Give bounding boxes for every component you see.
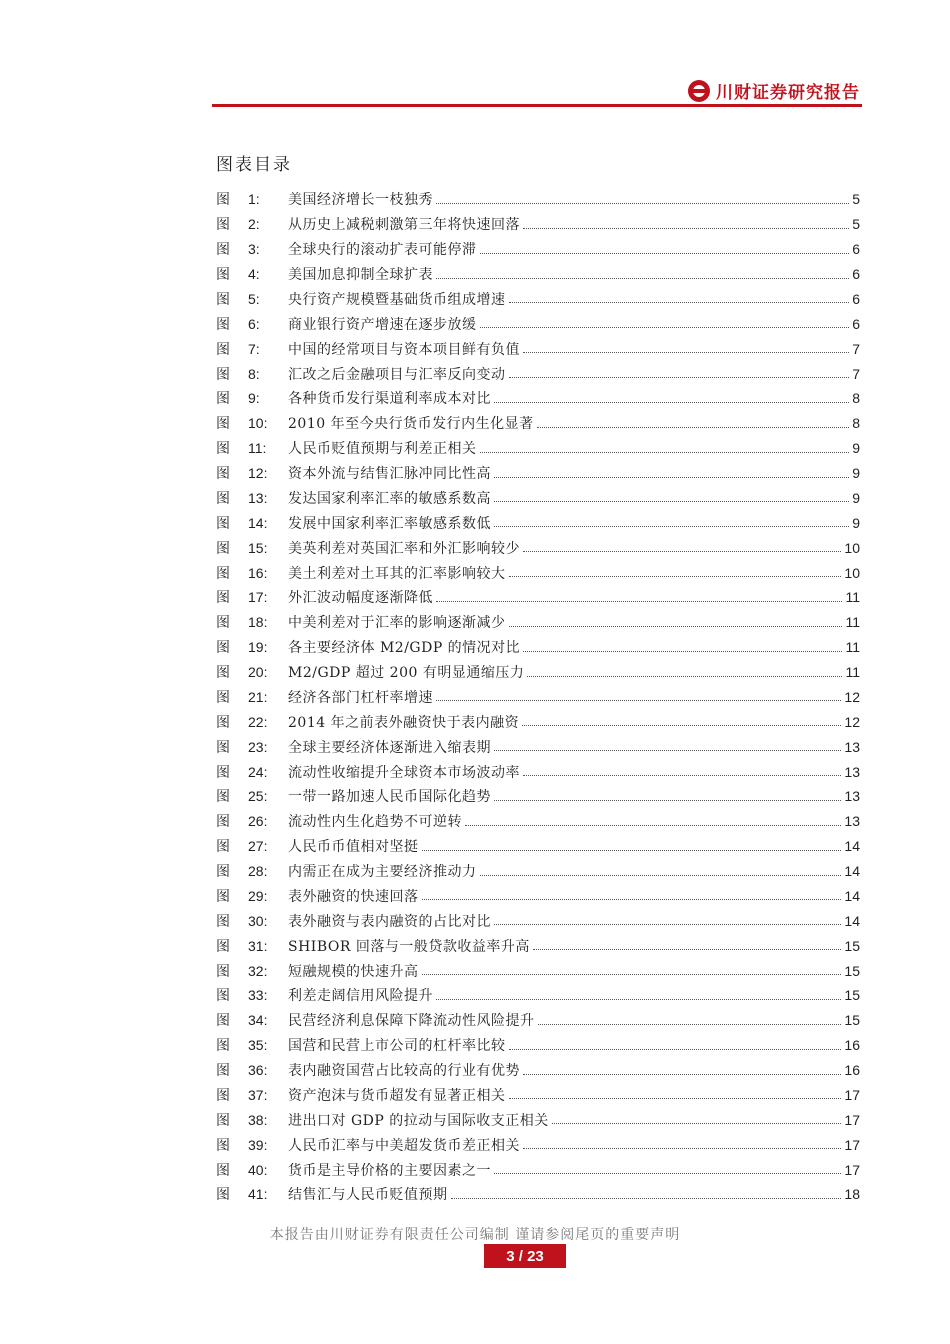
toc-entry-page: 5 xyxy=(852,191,860,208)
toc-entry[interactable] xyxy=(216,1107,860,1132)
toc-entry-label: 图 xyxy=(216,1112,230,1129)
toc-entry-caption: 外汇波动幅度逐渐降低 xyxy=(288,590,433,607)
toc-entry-caption: 发展中国家利率汇率敏感系数低 xyxy=(288,515,491,532)
toc-leader-dots xyxy=(537,427,850,428)
toc-leader-dots xyxy=(494,800,841,801)
toc-entry-page: 7 xyxy=(852,365,860,382)
toc-entry-number: 30: xyxy=(248,912,268,929)
toc-entry-page: 15 xyxy=(844,937,860,954)
toc-entry-caption: M2/GDP 超过 200 有明显通缩压力 xyxy=(288,665,525,682)
toc-entry-number: 15: xyxy=(248,539,268,556)
toc-leader-dots xyxy=(509,626,843,627)
toc-leader-dots xyxy=(523,1074,841,1075)
toc-leader-dots xyxy=(523,352,849,353)
toc-entry-page: 5 xyxy=(852,216,860,233)
toc-entry-page: 9 xyxy=(852,489,860,506)
toc-entry-label: 图 xyxy=(216,515,230,532)
toc-entry-label: 图 xyxy=(216,1063,230,1080)
toc-entry-page: 13 xyxy=(844,788,860,805)
toc-entry-label: 图 xyxy=(216,341,230,358)
toc-entry-number: 33: xyxy=(248,987,268,1004)
toc-entry-caption: 人民币贬值预期与利差正相关 xyxy=(288,441,477,458)
toc-entry-number: 19: xyxy=(248,639,268,656)
toc-leader-dots xyxy=(494,402,849,403)
toc-entry-number: 26: xyxy=(248,813,268,830)
toc-leader-dots xyxy=(522,725,841,726)
toc-entry-label: 图 xyxy=(216,466,230,483)
toc-leader-dots xyxy=(494,501,849,502)
toc-entry[interactable] xyxy=(216,510,860,535)
toc-entry-label: 图 xyxy=(216,689,230,706)
toc-entry[interactable] xyxy=(216,709,860,734)
toc-entry-page: 18 xyxy=(844,1186,860,1203)
toc-entry[interactable] xyxy=(216,983,860,1008)
toc-leader-dots xyxy=(436,700,841,701)
toc-entry-number: 28: xyxy=(248,863,268,880)
brand-name: 川财证券研究报告 xyxy=(716,83,860,103)
toc-leader-dots xyxy=(552,1123,842,1124)
toc-entry-caption: 资本外流与结售汇脉冲同比性高 xyxy=(288,466,491,483)
toc-entry-caption: 流动性内生化趋势不可逆转 xyxy=(288,814,462,831)
toc-entry-caption: 表外融资与表内融资的占比对比 xyxy=(288,913,491,930)
toc-entry-number: 41: xyxy=(248,1186,268,1203)
toc-entry[interactable] xyxy=(216,635,860,660)
toc-entry-number: 36: xyxy=(248,1062,268,1079)
toc-entry-number: 29: xyxy=(248,887,268,904)
toc-entry-number: 23: xyxy=(248,738,268,755)
toc-leader-dots xyxy=(480,452,850,453)
toc-entry-caption: 一带一路加速人民币国际化趋势 xyxy=(288,789,491,806)
toc-entry-caption: 美国经济增长一枝独秀 xyxy=(288,192,433,209)
brand xyxy=(688,78,860,103)
toc-entry-page: 8 xyxy=(852,415,860,432)
toc-entry-caption: 进出口对 GDP 的拉动与国际收支正相关 xyxy=(288,1112,549,1129)
toc-entry[interactable] xyxy=(216,336,860,361)
toc-entry-caption: 短融规模的快速升高 xyxy=(288,963,419,980)
toc-entry-number: 9: xyxy=(248,390,260,407)
toc-leader-dots xyxy=(422,974,842,975)
toc-leader-dots xyxy=(523,651,842,652)
toc-entry-label: 图 xyxy=(216,192,230,209)
toc-entry-page: 14 xyxy=(844,863,860,880)
toc-leader-dots xyxy=(509,1098,842,1099)
toc-entry-page: 16 xyxy=(844,1037,860,1054)
toc-leader-dots xyxy=(527,676,842,677)
toc-entry-caption: SHIBOR 回落与一般贷款收益率升高 xyxy=(288,938,530,955)
toc-entry-number: 6: xyxy=(248,315,260,332)
toc-entry[interactable] xyxy=(216,685,860,710)
toc-leader-dots xyxy=(509,576,842,577)
toc-entry-caption: 表外融资的快速回落 xyxy=(288,888,419,905)
toc-entry-number: 16: xyxy=(248,564,268,581)
toc-leader-dots xyxy=(494,750,841,751)
toc-entry-number: 37: xyxy=(248,1086,268,1103)
toc-entry-number: 20: xyxy=(248,664,268,681)
toc-entry-page: 11 xyxy=(845,664,860,681)
toc-entry-caption: 国营和民营上市公司的杠杆率比较 xyxy=(288,1038,506,1055)
toc-entry-page: 11 xyxy=(845,614,860,631)
toc-entry-number: 21: xyxy=(248,688,268,705)
toc-entry-caption: 人民币汇率与中美超发货币差正相关 xyxy=(288,1137,520,1154)
toc-entry[interactable] xyxy=(216,386,860,411)
toc-entry[interactable] xyxy=(216,759,860,784)
toc-entry[interactable] xyxy=(216,1008,860,1033)
toc-entry[interactable] xyxy=(216,884,860,909)
toc-entry-page: 15 xyxy=(844,987,860,1004)
toc-entry-caption: 发达国家利率汇率的敏感系数高 xyxy=(288,490,491,507)
toc-entry-caption: 民营经济利息保障下降流动性风险提升 xyxy=(288,1013,535,1030)
toc-entry-number: 32: xyxy=(248,962,268,979)
toc-title: 图表目录 xyxy=(216,155,292,175)
toc-entry-page: 6 xyxy=(852,315,860,332)
toc-entry-number: 7: xyxy=(248,340,260,357)
toc-leader-dots xyxy=(494,477,849,478)
toc-entry[interactable] xyxy=(216,1083,860,1108)
toc-entry[interactable] xyxy=(216,436,860,461)
toc-entry-label: 图 xyxy=(216,565,230,582)
toc-entry-label: 图 xyxy=(216,615,230,632)
toc-entry-number: 18: xyxy=(248,614,268,631)
toc-leader-dots xyxy=(465,825,841,826)
toc-entry-page: 11 xyxy=(845,589,860,606)
toc-entry-label: 图 xyxy=(216,242,230,259)
toc-entry-caption: 美土利差对土耳其的汇率影响较大 xyxy=(288,565,506,582)
toc-entry[interactable] xyxy=(216,958,860,983)
toc-entry-label: 图 xyxy=(216,714,230,731)
toc-entry-label: 图 xyxy=(216,291,230,308)
toc-entry-page: 9 xyxy=(852,440,860,457)
chuancai-logo-icon xyxy=(688,80,710,102)
toc-entry-label: 图 xyxy=(216,217,230,234)
toc-leader-dots xyxy=(538,1024,842,1025)
toc-entry-number: 5: xyxy=(248,290,260,307)
toc-entry-label: 图 xyxy=(216,739,230,756)
toc-entry-number: 2: xyxy=(248,216,260,233)
toc-entry-caption: 中国的经常项目与资本项目鲜有负值 xyxy=(288,341,520,358)
toc-entry-number: 4: xyxy=(248,266,260,283)
toc-entry[interactable] xyxy=(216,660,860,685)
toc-entry-label: 图 xyxy=(216,963,230,980)
toc-entry-caption: 人民币币值相对坚挺 xyxy=(288,839,419,856)
toc-entry-number: 25: xyxy=(248,788,268,805)
toc-leader-dots xyxy=(436,203,849,204)
toc-entry[interactable] xyxy=(216,1058,860,1083)
toc-entry-caption: 全球央行的滚动扩表可能停滞 xyxy=(288,242,477,259)
toc-leader-dots xyxy=(480,875,842,876)
toc-entry-caption: 结售汇与人民币贬值预期 xyxy=(288,1187,448,1204)
toc-entry[interactable] xyxy=(216,585,860,610)
toc-entry-label: 图 xyxy=(216,888,230,905)
toc-entry-page: 17 xyxy=(844,1136,860,1153)
toc-leader-dots xyxy=(509,377,850,378)
toc-entry-number: 39: xyxy=(248,1136,268,1153)
toc-entry[interactable] xyxy=(216,908,860,933)
toc-entry-caption: 中美利差对于汇率的影响逐渐减少 xyxy=(288,615,506,632)
toc-entry-label: 图 xyxy=(216,416,230,433)
toc-leader-dots xyxy=(436,601,842,602)
toc-entry[interactable] xyxy=(216,809,860,834)
toc-entry-page: 13 xyxy=(844,738,860,755)
toc-entry-label: 图 xyxy=(216,540,230,557)
toc-entry-caption: 商业银行资产增速在逐步放缓 xyxy=(288,316,477,333)
toc-entry-page: 13 xyxy=(844,763,860,780)
figure-toc-list xyxy=(216,187,860,1207)
toc-leader-dots xyxy=(494,526,849,527)
toc-entry[interactable] xyxy=(216,461,860,486)
toc-leader-dots xyxy=(422,899,842,900)
toc-entry-label: 图 xyxy=(216,1187,230,1204)
toc-entry-label: 图 xyxy=(216,1087,230,1104)
toc-entry-page: 9 xyxy=(852,514,860,531)
toc-entry-page: 9 xyxy=(852,465,860,482)
toc-entry-caption: 2010 年至今央行货币发行内生化显著 xyxy=(288,416,534,433)
toc-entry[interactable] xyxy=(216,933,860,958)
toc-entry[interactable] xyxy=(216,1182,860,1207)
toc-entry-page: 14 xyxy=(844,887,860,904)
toc-entry[interactable] xyxy=(216,237,860,262)
toc-entry-caption: 美英利差对英国汇率和外汇影响较少 xyxy=(288,540,520,557)
toc-entry-page: 12 xyxy=(844,713,860,730)
toc-entry-caption: 各种货币发行渠道利率成本对比 xyxy=(288,391,491,408)
toc-entry-label: 图 xyxy=(216,1013,230,1030)
toc-entry-label: 图 xyxy=(216,640,230,657)
toc-leader-dots xyxy=(533,949,842,950)
toc-leader-dots xyxy=(480,253,850,254)
toc-entry-label: 图 xyxy=(216,938,230,955)
toc-entry-number: 14: xyxy=(248,514,268,531)
toc-entry[interactable] xyxy=(216,212,860,237)
toc-entry[interactable] xyxy=(216,411,860,436)
toc-entry-number: 34: xyxy=(248,1012,268,1029)
toc-entry-caption: 流动性收缩提升全球资本市场波动率 xyxy=(288,764,520,781)
toc-entry-label: 图 xyxy=(216,913,230,930)
toc-entry-caption: 美国加息抑制全球扩表 xyxy=(288,267,433,284)
toc-entry-label: 图 xyxy=(216,665,230,682)
toc-entry[interactable] xyxy=(216,535,860,560)
toc-entry-number: 31: xyxy=(248,937,268,954)
toc-leader-dots xyxy=(523,775,841,776)
toc-entry-caption: 内需正在成为主要经济推动力 xyxy=(288,864,477,881)
toc-entry[interactable] xyxy=(216,287,860,312)
toc-entry-page: 17 xyxy=(844,1161,860,1178)
toc-entry-label: 图 xyxy=(216,316,230,333)
toc-entry-caption: 各主要经济体 M2/GDP 的情况对比 xyxy=(288,640,521,657)
toc-entry-page: 13 xyxy=(844,813,860,830)
toc-entry-page: 17 xyxy=(844,1111,860,1128)
toc-entry-number: 38: xyxy=(248,1111,268,1128)
toc-leader-dots xyxy=(523,551,841,552)
toc-leader-dots xyxy=(480,327,850,328)
toc-entry-label: 图 xyxy=(216,988,230,1005)
toc-entry-number: 3: xyxy=(248,241,260,258)
toc-entry-number: 35: xyxy=(248,1037,268,1054)
toc-entry-label: 图 xyxy=(216,839,230,856)
toc-entry-caption: 央行资产规模暨基础货币组成增速 xyxy=(288,291,506,308)
toc-entry-label: 图 xyxy=(216,814,230,831)
toc-entry-number: 40: xyxy=(248,1161,268,1178)
toc-leader-dots xyxy=(422,850,842,851)
toc-entry[interactable] xyxy=(216,560,860,585)
toc-leader-dots xyxy=(436,278,849,279)
toc-entry-label: 图 xyxy=(216,1162,230,1179)
toc-entry-label: 图 xyxy=(216,864,230,881)
toc-entry-number: 27: xyxy=(248,838,268,855)
toc-entry-caption: 全球主要经济体逐渐进入缩表期 xyxy=(288,739,491,756)
toc-entry-label: 图 xyxy=(216,764,230,781)
page-number-badge: 3 / 23 xyxy=(484,1244,566,1268)
toc-entry[interactable] xyxy=(216,361,860,386)
toc-leader-dots xyxy=(494,924,841,925)
toc-entry-page: 17 xyxy=(844,1086,860,1103)
toc-entry-number: 13: xyxy=(248,489,268,506)
page-header xyxy=(212,76,862,108)
toc-entry-page: 10 xyxy=(844,539,860,556)
toc-entry-page: 6 xyxy=(852,266,860,283)
toc-entry[interactable] xyxy=(216,1033,860,1058)
toc-leader-dots xyxy=(451,1198,842,1199)
toc-entry-page: 15 xyxy=(844,962,860,979)
toc-entry-caption: 经济各部门杠杆率增速 xyxy=(288,689,433,706)
toc-entry-caption: 从历史上减税刺激第三年将快速回落 xyxy=(288,217,520,234)
toc-entry-number: 1: xyxy=(248,191,260,208)
toc-entry-number: 17: xyxy=(248,589,268,606)
toc-entry-label: 图 xyxy=(216,441,230,458)
toc-entry-number: 12: xyxy=(248,465,268,482)
toc-entry-page: 11 xyxy=(845,639,860,656)
toc-entry-caption: 利差走阔信用风险提升 xyxy=(288,988,433,1005)
toc-entry-page: 14 xyxy=(844,838,860,855)
toc-leader-dots xyxy=(494,1173,841,1174)
toc-entry-label: 图 xyxy=(216,789,230,806)
toc-entry-page: 6 xyxy=(852,241,860,258)
toc-entry-caption: 2014 年之前表外融资快于表内融资 xyxy=(288,714,520,731)
toc-entry-label: 图 xyxy=(216,1038,230,1055)
toc-entry-page: 15 xyxy=(844,1012,860,1029)
toc-entry[interactable] xyxy=(216,859,860,884)
toc-entry-label: 图 xyxy=(216,267,230,284)
toc-entry-label: 图 xyxy=(216,391,230,408)
toc-entry[interactable] xyxy=(216,1157,860,1182)
toc-entry[interactable] xyxy=(216,1132,860,1157)
toc-entry-label: 图 xyxy=(216,490,230,507)
toc-entry-label: 图 xyxy=(216,366,230,383)
toc-entry[interactable] xyxy=(216,311,860,336)
toc-entry-page: 14 xyxy=(844,912,860,929)
toc-entry-label: 图 xyxy=(216,590,230,607)
toc-entry-caption: 资产泡沫与货币超发有显著正相关 xyxy=(288,1087,506,1104)
toc-entry-number: 11: xyxy=(248,440,267,457)
toc-entry-page: 6 xyxy=(852,290,860,307)
toc-leader-dots xyxy=(523,1148,841,1149)
toc-leader-dots xyxy=(509,1049,842,1050)
toc-entry[interactable] xyxy=(216,262,860,287)
footer-disclaimer: 本报告由川财证券有限责任公司编制 谨请参阅尾页的重要声明 xyxy=(269,1227,681,1243)
toc-entry-number: 24: xyxy=(248,763,268,780)
toc-entry-page: 12 xyxy=(844,688,860,705)
toc-entry-number: 10: xyxy=(248,415,268,432)
toc-entry[interactable] xyxy=(216,486,860,511)
toc-entry[interactable] xyxy=(216,834,860,859)
toc-leader-dots xyxy=(509,302,850,303)
toc-entry-caption: 货币是主导价格的主要因素之一 xyxy=(288,1162,491,1179)
toc-entry-number: 22: xyxy=(248,713,268,730)
toc-entry[interactable] xyxy=(216,734,860,759)
toc-entry[interactable] xyxy=(216,610,860,635)
toc-entry-number: 8: xyxy=(248,365,260,382)
toc-leader-dots xyxy=(523,228,849,229)
toc-entry-caption: 汇改之后金融项目与汇率反向变动 xyxy=(288,366,506,383)
toc-entry-page: 10 xyxy=(844,564,860,581)
toc-entry-caption: 表内融资国营占比较高的行业有优势 xyxy=(288,1063,520,1080)
toc-entry[interactable] xyxy=(216,187,860,212)
toc-entry-label: 图 xyxy=(216,1137,230,1154)
header-rule xyxy=(212,104,862,107)
toc-leader-dots xyxy=(436,999,841,1000)
toc-entry-page: 8 xyxy=(852,390,860,407)
toc-entry-page: 7 xyxy=(852,340,860,357)
toc-entry-page: 16 xyxy=(844,1062,860,1079)
toc-entry[interactable] xyxy=(216,784,860,809)
